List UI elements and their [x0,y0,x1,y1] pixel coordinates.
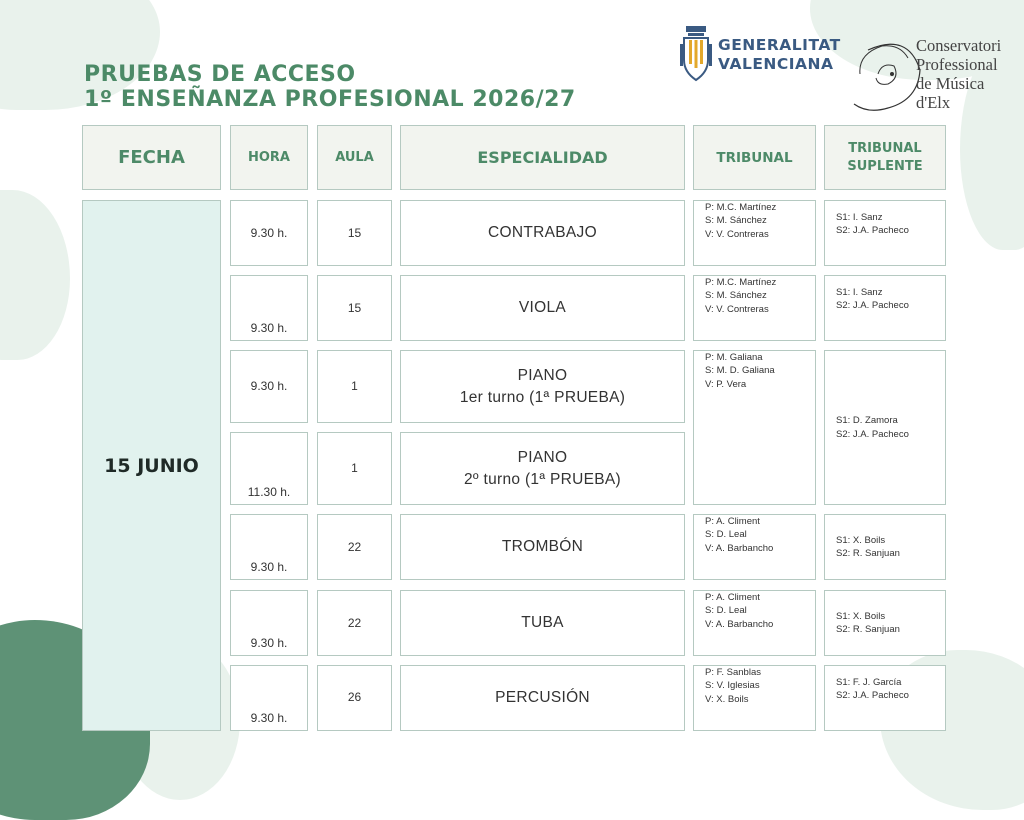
table-row-aula [317,590,392,656]
aula-value: 15 [347,226,362,240]
especialidad-value: TROMBÓN [501,538,584,555]
suplente-1: S1: I. Sanz [836,212,883,223]
date-label: 15 JUNIO [104,454,199,477]
generalitat-logo [678,24,848,92]
especialidad-value: PIANO [517,366,568,384]
hora-value: 9.30 h. [250,560,288,574]
especialidad-value: CONTRABAJO [488,224,597,241]
aula-value: 1 [351,379,358,393]
table-row-tribunal [693,200,816,266]
decor-blob-left [0,190,70,360]
hora-value: 9.30 h. [250,226,288,240]
tribunal-secretario: S: M. Sánchez [705,290,767,302]
table-row-suplente [824,665,946,731]
tribunal-secretario: S: D. Leal [705,529,747,541]
aula-value: 15 [347,301,362,315]
tribunal-secretario: S: M. D. Galiana [705,365,775,377]
aula-value: 1 [351,461,358,475]
generalitat-line-1: GENERALITAT [718,36,841,54]
table-row-suplente [824,514,946,580]
tribunal-vocal: V: P. Vera [705,378,747,390]
table-row-especialidad [400,665,685,731]
conservatori-line-2: Professional [916,55,998,74]
tribunal-secretario: S: D. Leal [705,605,747,617]
suplente-1: S1: F. J. García [836,677,902,688]
especialidad-detail: 1er turno (1ª PRUEBA) [459,388,626,406]
suplente-2: S2: J.A. Pacheco [836,300,909,312]
conservatori-line-1: Conservatori [916,36,1002,55]
aula-value: 22 [347,540,362,554]
table-row-aula [317,275,392,341]
generalitat-wordmark [718,36,841,74]
header-tribunal [693,125,816,190]
tribunal-presidente: P: A. Climent [705,516,760,527]
table-row-tribunal [693,275,816,341]
table-row-hora [230,200,308,266]
especialidad-value: VIOLA [518,299,567,316]
tribunal-vocal: V: V. Contreras [705,228,769,240]
header-especialidad-label: ESPECIALIDAD [477,147,608,167]
hora-value: 9.30 h. [250,379,288,393]
conservatori-logo [848,30,1018,118]
conservatori-wordmark [916,36,1001,112]
table-row-aula [317,665,392,731]
especialidad-detail: 2º turno (1ª PRUEBA) [464,470,621,488]
especialidad-value: PIANO [517,448,568,466]
hora-value: 9.30 h. [250,711,288,725]
hora-value: 9.30 h. [250,321,288,335]
title-line-2: 1º ENSEÑANZA PROFESIONAL 2026/27 [84,87,576,112]
suplente-2: S2: J.A. Pacheco [836,428,909,440]
table-row-tribunal [693,590,816,656]
suplente-1: S1: D. Zamora [836,415,898,427]
header-suplente-line-1: TRIBUNAL [848,140,922,156]
table-row-tribunal-piano [693,350,816,505]
table-row-hora [230,665,308,731]
tribunal-secretario: S: V. Iglesias [705,680,760,692]
suplente-1: S1: X. Boils [836,610,886,622]
table-row-hora [230,590,308,656]
hora-value: 9.30 h. [250,636,288,650]
hora-value: 11.30 h. [247,485,291,499]
table-row-suplente [824,200,946,266]
tribunal-presidente: P: M.C. Martínez [705,202,777,213]
table-row-especialidad [400,200,685,266]
aula-value: 26 [347,690,362,704]
table-row-suplente-piano [824,350,946,505]
tribunal-presidente: P: M. Galiana [705,352,763,363]
table-row-suplente [824,590,946,656]
suplente-2: S2: J.A. Pacheco [836,225,909,237]
suplente-2: S2: R. Sanjuan [836,548,900,559]
tribunal-presidente: P: A. Climent [705,592,760,603]
table-row-aula [317,432,392,505]
table-row-hora [230,275,308,341]
header-aula-label: AULA [335,149,374,165]
suplente-2: S2: R. Sanjuan [836,624,900,635]
especialidad-value: TUBA [521,614,564,631]
especialidad-value: PERCUSIÓN [495,689,590,706]
suplente-2: S2: J.A. Pacheco [836,690,909,702]
generalitat-emblem-icon [678,24,714,86]
tribunal-vocal: V: X. Boils [705,693,749,705]
header-tribunal-suplente [824,125,946,190]
table-row-hora [230,350,308,423]
header-fecha [82,125,221,190]
table-row-especialidad [400,275,685,341]
title-line-1: PRUEBAS DE ACCESO [84,62,356,87]
tribunal-vocal: V: A. Barbancho [705,618,774,630]
table-row-tribunal [693,514,816,580]
tribunal-vocal: V: A. Barbancho [705,542,774,554]
table-row-especialidad [400,590,685,656]
table-row-suplente [824,275,946,341]
suplente-1: S1: X. Boils [836,534,886,546]
aula-value: 22 [347,616,362,630]
suplente-1: S1: I. Sanz [836,287,883,298]
table-row-tribunal [693,665,816,731]
table-row-hora [230,514,308,580]
date-cell [82,200,221,731]
header-aula [317,125,392,190]
table-row-especialidad [400,432,685,505]
tribunal-presidente: P: F. Sanblas [705,667,761,678]
table-row-especialidad [400,350,685,423]
page-title [84,62,576,112]
conservatori-line-4: d'Elx [916,93,951,112]
tribunal-vocal: V: V. Contreras [705,303,769,315]
table-row-aula [317,514,392,580]
table-row-aula [317,200,392,266]
tribunal-secretario: S: M. Sánchez [705,215,767,227]
header-suplente-line-2: SUPLENTE [847,158,923,174]
table-row-hora [230,432,308,505]
header-tribunal-label: TRIBUNAL [716,149,793,166]
header-hora [230,125,308,190]
header-hora-label: HORA [247,149,290,165]
table-row-especialidad [400,514,685,580]
tribunal-presidente: P: M.C. Martínez [705,277,777,288]
generalitat-line-2: VALENCIANA [718,55,834,73]
conservatori-line-3: de Música [916,74,985,93]
header-especialidad [400,125,685,190]
table-row-aula [317,350,392,423]
header-fecha-label: FECHA [118,146,185,168]
